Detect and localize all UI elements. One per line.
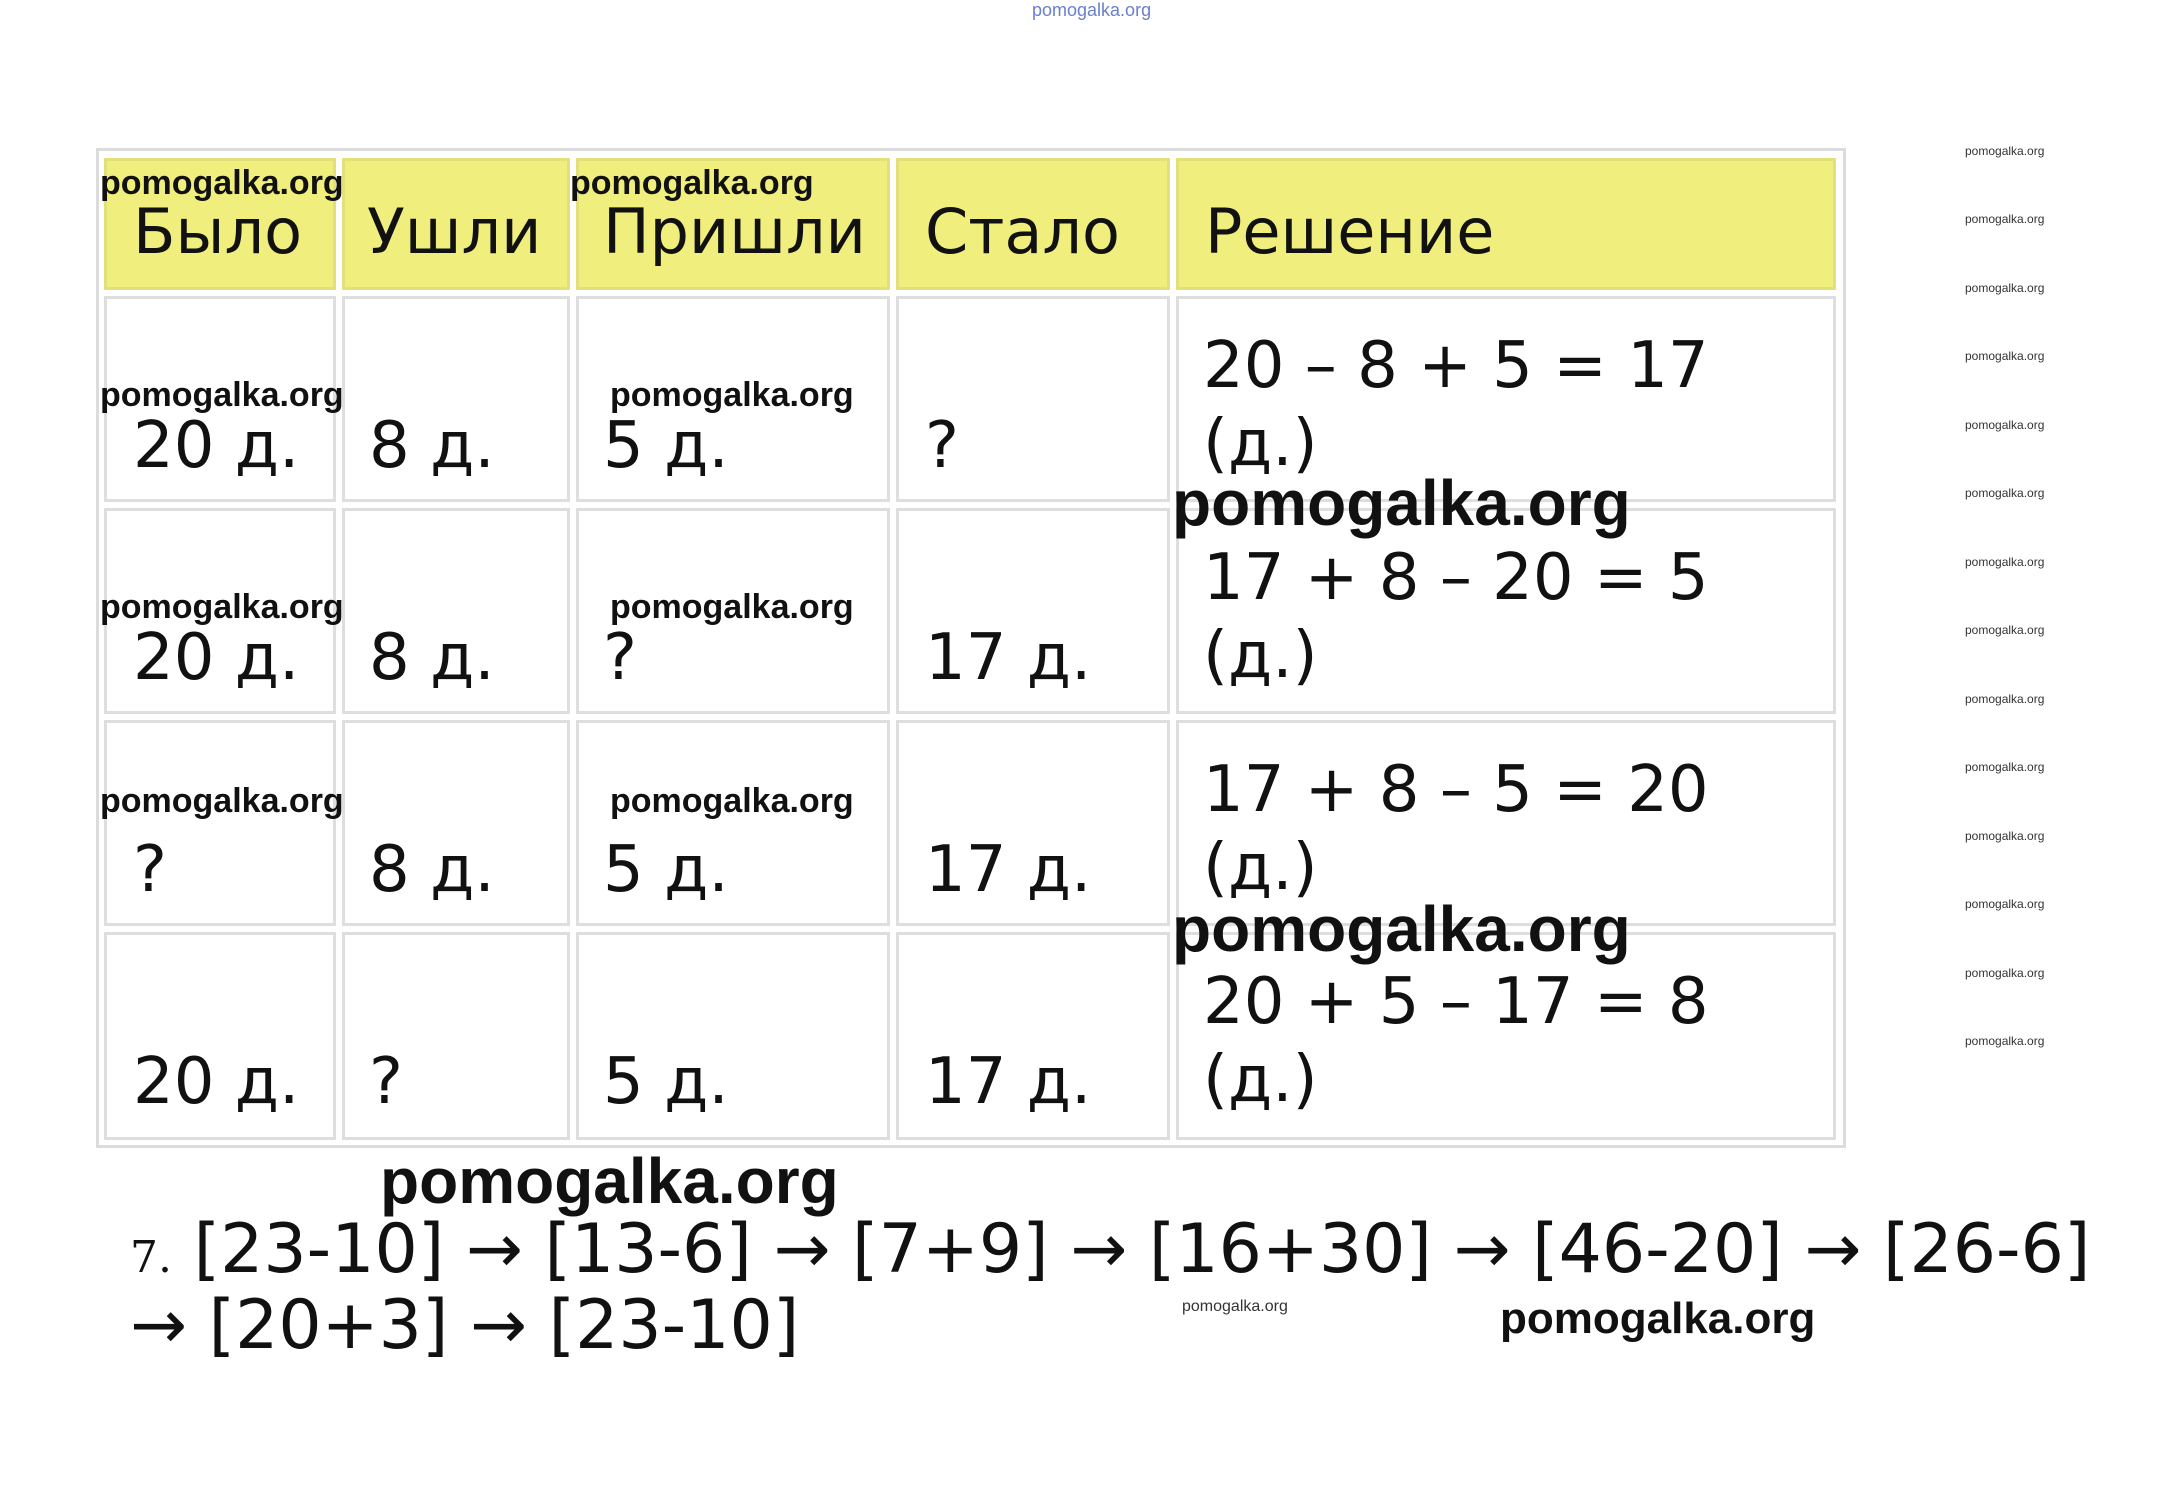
cell-value: ? <box>133 833 167 907</box>
header-label: Стало <box>925 195 1120 268</box>
watermark: pomogalka.org <box>610 376 854 414</box>
cell-value: 20 д. <box>133 409 300 483</box>
task-chain: [23-10] → [13-6] → [7+9] → [16+30] → [46-20] → [26-6] <box>193 1210 2091 1289</box>
table-cell <box>342 508 570 714</box>
cell-value: 17 д. <box>925 621 1092 695</box>
watermark-side: pomogalka.org <box>1965 281 2045 295</box>
cell-value: 5 д. <box>603 409 729 483</box>
watermark: pomogalka.org <box>610 588 854 626</box>
watermark-side: pomogalka.org <box>1965 555 2045 569</box>
solution-line: 20 + 5 – 17 = 8 <box>1203 965 1709 1039</box>
watermark: pomogalka.org <box>570 164 814 202</box>
watermark-side: pomogalka.org <box>1965 1034 2045 1048</box>
table-cell <box>104 932 336 1140</box>
header-label: Ушли <box>367 195 542 268</box>
watermark-top: pomogalka.org <box>1032 0 1152 20</box>
solution-line: 17 + 8 – 5 = 20 <box>1203 753 1709 827</box>
solution-line: 20 – 8 + 5 = 17 <box>1203 329 1709 403</box>
watermark-side: pomogalka.org <box>1965 144 2045 158</box>
watermark: pomogalka.org <box>610 782 854 820</box>
table-cell <box>896 296 1170 502</box>
watermark-side: pomogalka.org <box>1965 418 2045 432</box>
header-cell-stalo <box>896 158 1170 290</box>
cell-value: 17 д. <box>925 833 1092 907</box>
watermark-side: pomogalka.org <box>1965 897 2045 911</box>
header-cell-ushli <box>342 158 570 290</box>
table-cell <box>576 720 890 926</box>
task-line-2: → [20+3] → [23-10] <box>130 1286 800 1365</box>
watermark: pomogalka.org <box>1500 1294 1816 1343</box>
watermark: pomogalka.org <box>100 376 344 414</box>
cell-value: 8 д. <box>369 409 495 483</box>
cell-value: 5 д. <box>603 1045 729 1119</box>
solution-line: 17 + 8 – 20 = 5 <box>1203 541 1709 615</box>
solution-line: (д.) <box>1203 407 1318 481</box>
cell-value: 8 д. <box>369 621 495 695</box>
header-label: Решение <box>1205 195 1495 268</box>
header-label: Пришли <box>603 195 866 268</box>
cell-value: 5 д. <box>603 833 729 907</box>
solution-line: (д.) <box>1203 831 1318 905</box>
watermark-side: pomogalka.org <box>1965 212 2045 226</box>
cell-value: 8 д. <box>369 833 495 907</box>
watermark-side: pomogalka.org <box>1965 760 2045 774</box>
header-cell-reshenie <box>1176 158 1836 290</box>
table-cell <box>576 932 890 1140</box>
cell-value: 17 д. <box>925 1045 1092 1119</box>
watermark-small: pomogalka.org <box>1182 1298 1288 1315</box>
table-cell <box>896 932 1170 1140</box>
watermark-side: pomogalka.org <box>1965 623 2045 637</box>
task-line-1 <box>130 1212 2090 1296</box>
watermark-large: pomogalka.org <box>1172 893 1631 965</box>
table-cell <box>342 720 570 926</box>
watermark-side: pomogalka.org <box>1965 692 2045 706</box>
watermark-large: pomogalka.org <box>380 1145 839 1217</box>
cell-value: 20 д. <box>133 1045 300 1119</box>
cell-value: ? <box>925 409 959 483</box>
cell-value: 20 д. <box>133 621 300 695</box>
watermark: pomogalka.org <box>100 164 344 202</box>
table-cell <box>896 508 1170 714</box>
watermark-side: pomogalka.org <box>1965 829 2045 843</box>
table-cell <box>896 720 1170 926</box>
solution-line: (д.) <box>1203 619 1318 693</box>
task-number: 7. <box>130 1232 172 1283</box>
watermark-side: pomogalka.org <box>1965 966 2045 980</box>
watermark-side: pomogalka.org <box>1965 486 2045 500</box>
table-cell <box>104 720 336 926</box>
cell-value: ? <box>603 621 637 695</box>
watermark: pomogalka.org <box>100 588 344 626</box>
solution-line: (д.) <box>1203 1043 1318 1117</box>
watermark: pomogalka.org <box>100 782 344 820</box>
cell-value: ? <box>369 1045 403 1119</box>
watermark-side: pomogalka.org <box>1965 349 2045 363</box>
table-cell <box>342 932 570 1140</box>
watermark-large: pomogalka.org <box>1172 467 1631 539</box>
table-cell <box>342 296 570 502</box>
header-label: Было <box>133 195 303 268</box>
